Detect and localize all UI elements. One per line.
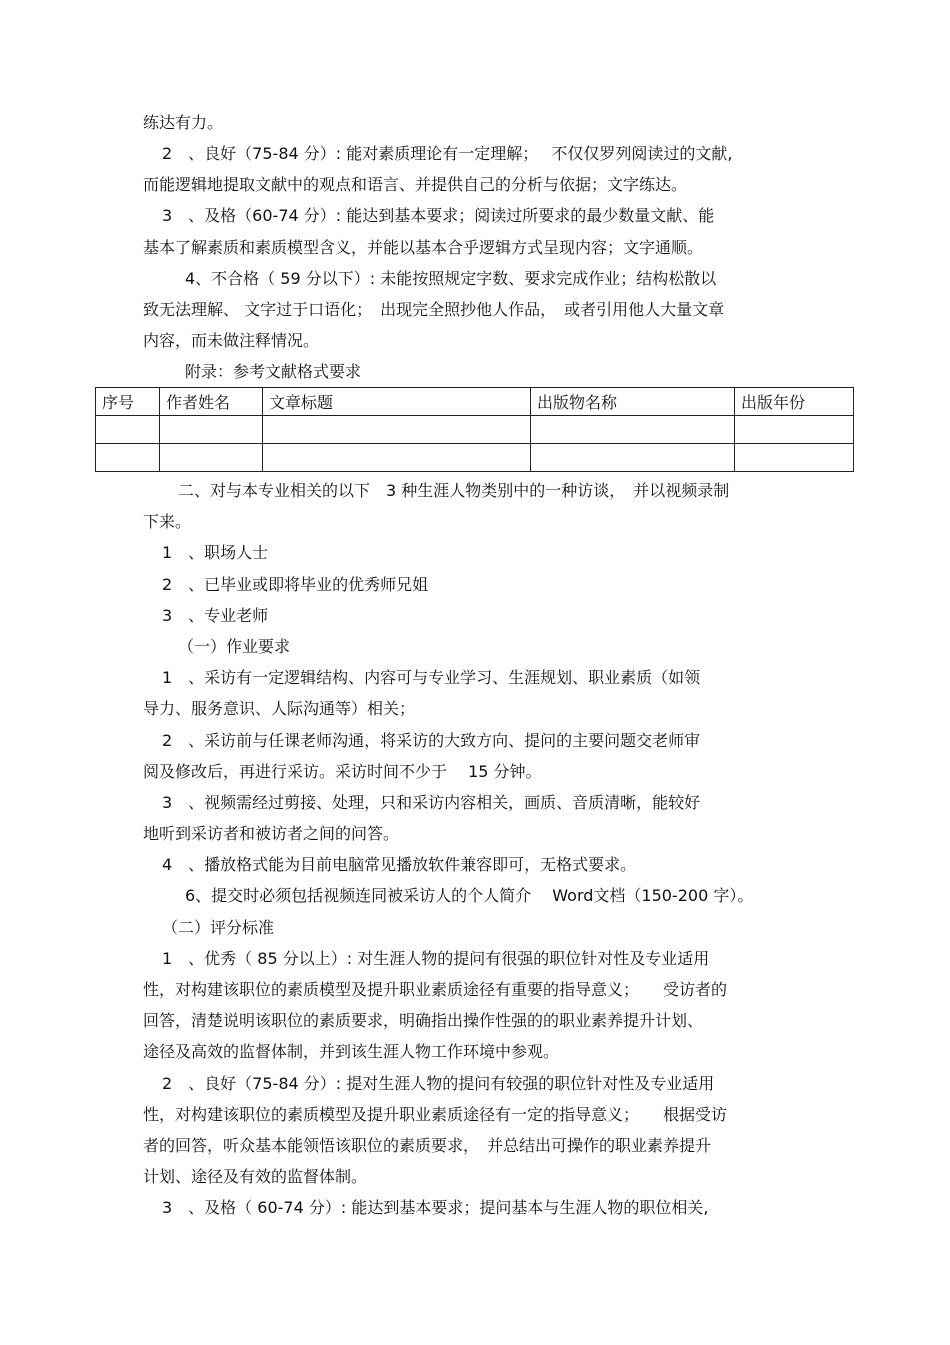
- column-header: 序号: [96, 388, 160, 416]
- text-line: 2 、采访前与任课老师沟通，将采访的大致方向、提问的主要问题交老师审: [162, 731, 701, 750]
- text-line: 阅及修改后，再进行采访。采访时间不少于 15 分钟。: [143, 762, 542, 781]
- list-item: 1 、职场人士: [162, 543, 269, 562]
- text-line: 2 、良好（75-84 分）: 提对生涯人物的提问有较强的职位针对性及专业适用: [162, 1074, 715, 1093]
- table-cell: [531, 444, 735, 472]
- text-line: 基本了解素质和素质模型含义，并能以基本合乎逻辑方式呈现内容；文字通顺。: [143, 238, 704, 257]
- text-line: 导力、服务意识、人际沟通等）相关；: [143, 699, 416, 718]
- section-heading: 二、对与本专业相关的以下 3 种生涯人物类别中的一种访谈， 并以视频录制: [178, 481, 730, 500]
- text-line: 地听到采访者和被访者之间的问答。: [143, 824, 400, 843]
- column-header: 出版年份: [735, 388, 854, 416]
- text-line: 下来。: [143, 512, 192, 531]
- text-line: 4、不合格（ 59 分以下）: 未能按照规定字数、要求完成作业；结构松散以: [185, 269, 717, 288]
- table-cell: [160, 444, 263, 472]
- text-line: 练达有力。: [143, 113, 224, 132]
- text-line: 致无法理解、 文字过于口语化； 出现完全照抄他人作品， 或者引用他人大量文章: [143, 300, 725, 319]
- reference-format-table: [95, 387, 854, 472]
- text-line: 3 、及格（ 60-74 分）: 能达到基本要求；提问基本与生涯人物的职位相关,: [162, 1198, 709, 1217]
- text-line: 1 、采访有一定逻辑结构、内容可与专业学习、生涯规划、职业素质（如领: [162, 668, 701, 687]
- text-line: 回答，清楚说明该职位的素质要求，明确指出操作性强的的职业素养提升计划、: [143, 1011, 704, 1030]
- column-header: 作者姓名: [160, 388, 263, 416]
- table-cell: [96, 416, 160, 444]
- column-header: 文章标题: [263, 388, 531, 416]
- text-line: 者的回答，听众基本能领悟该职位的素质要求， 并总结出可操作的职业素养提升: [143, 1136, 712, 1155]
- text-line: 3 、及格（60-74 分）: 能达到基本要求；阅读过所要求的最少数量文献、能: [162, 206, 715, 225]
- text-line: 2 、良好（75-84 分）: 能对素质理论有一定理解； 不仅仅罗列阅读过的文献,: [162, 144, 733, 163]
- subsection-heading: （一）作业要求: [178, 637, 291, 656]
- text-line: 1 、优秀（ 85 分以上）: 对生涯人物的提问有很强的职位针对性及专业适用: [162, 949, 710, 968]
- appendix-title: 附录：参考文献格式要求: [185, 362, 362, 381]
- text-line: 而能逻辑地提取文献中的观点和语言、并提供自己的分析与依据；文字练达。: [143, 175, 688, 194]
- text-line: 4 、播放格式能为目前电脑常见播放软件兼容即可，无格式要求。: [162, 855, 637, 874]
- text-line: 性，对构建该职位的素质模型及提升职业素质途径有重要的指导意义； 受访者的: [143, 980, 728, 999]
- text-line: 3 、视频需经过剪接、处理，只和采访内容相关，画质、音质清晰，能较好: [162, 793, 701, 812]
- list-item: 2 、已毕业或即将毕业的优秀师兄姐: [162, 575, 429, 594]
- table-cell: [735, 444, 854, 472]
- column-header: 出版物名称: [531, 388, 735, 416]
- table-header-row: [96, 388, 854, 416]
- table-cell: [263, 444, 531, 472]
- table-cell: [96, 444, 160, 472]
- list-item: 3 、专业老师: [162, 606, 269, 625]
- table-row: [96, 416, 854, 444]
- text-line: 内容，而未做注释情况。: [143, 331, 320, 350]
- text-line: 途径及高效的监督体制，并到该生涯人物工作环境中参观。: [143, 1042, 560, 1061]
- table-cell: [735, 416, 854, 444]
- subsection-heading: （二）评分标准: [162, 918, 275, 937]
- table-cell: [531, 416, 735, 444]
- text-line: 6、提交时必须包括视频连同被采访人的个人简介 Word文档（150-200 字）。: [185, 886, 754, 905]
- table-cell: [263, 416, 531, 444]
- text-line: 计划、途径及有效的监督体制。: [143, 1167, 368, 1186]
- text-line: 性，对构建该职位的素质模型及提升职业素质途径有一定的指导意义； 根据受访: [143, 1105, 728, 1124]
- table-cell: [160, 416, 263, 444]
- table-row: [96, 444, 854, 472]
